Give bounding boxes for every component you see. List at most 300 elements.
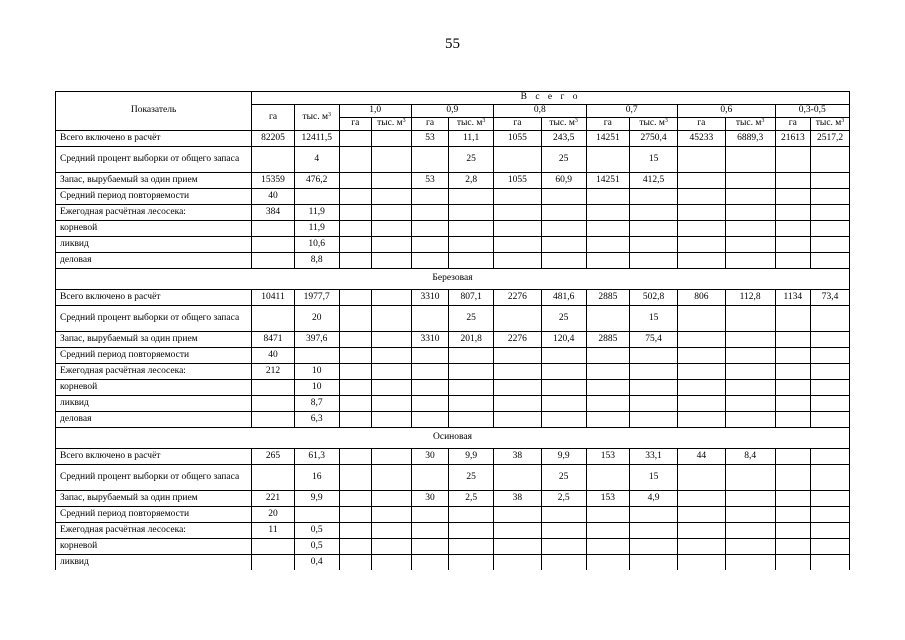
table-cell — [811, 465, 850, 491]
table-cell — [494, 348, 542, 364]
row-label: Средний процент выборки от общего запаса — [56, 306, 252, 332]
table-cell — [339, 189, 372, 205]
table-cell: 212 — [252, 364, 295, 380]
table-cell: 61,3 — [294, 449, 339, 465]
table-row — [56, 465, 850, 491]
table-cell — [725, 253, 775, 269]
table-cell — [677, 332, 725, 348]
table-cell — [494, 306, 542, 332]
table-cell: 25 — [541, 147, 586, 173]
table-cell — [252, 539, 295, 555]
table-row — [56, 539, 850, 555]
table-cell — [372, 221, 412, 237]
table-cell — [372, 449, 412, 465]
table-cell — [411, 348, 449, 364]
table-cell — [725, 173, 775, 189]
table-row — [56, 237, 850, 253]
table-cell — [339, 364, 372, 380]
table-cell — [725, 555, 775, 571]
table-cell: 265 — [252, 449, 295, 465]
table-cell: 25 — [541, 306, 586, 332]
table-cell: 15 — [630, 465, 678, 491]
table-cell — [494, 555, 542, 571]
table-row — [56, 205, 850, 221]
table-cell — [339, 555, 372, 571]
table-cell — [252, 555, 295, 571]
header-unit-thous-m3: тыс. $м^3$ — [630, 118, 678, 131]
table-cell: 53 — [411, 173, 449, 189]
table-row — [56, 253, 850, 269]
table-cell — [630, 221, 678, 237]
table-cell — [411, 221, 449, 237]
table-cell — [449, 348, 494, 364]
table-cell — [586, 507, 630, 523]
table-cell — [411, 465, 449, 491]
table-cell — [586, 465, 630, 491]
table-cell — [411, 555, 449, 571]
row-label: ликвид — [56, 396, 252, 412]
table-cell — [541, 539, 586, 555]
table-cell — [586, 412, 630, 428]
table-cell — [677, 491, 725, 507]
table-row — [56, 507, 850, 523]
table-cell — [411, 539, 449, 555]
table-cell — [775, 221, 811, 237]
table-cell — [630, 380, 678, 396]
table-cell — [372, 364, 412, 380]
table-cell — [372, 189, 412, 205]
table-cell — [586, 221, 630, 237]
table-cell: 2885 — [586, 332, 630, 348]
table-cell — [725, 205, 775, 221]
table-cell — [252, 147, 295, 173]
table-cell: 1055 — [494, 173, 542, 189]
table-cell — [775, 306, 811, 332]
table-cell — [339, 147, 372, 173]
table-cell: 38 — [494, 449, 542, 465]
table-cell: 12411,5 — [294, 131, 339, 147]
header-total: В с е г о — [252, 92, 850, 105]
table-cell — [725, 147, 775, 173]
table-row — [56, 491, 850, 507]
table-cell — [494, 253, 542, 269]
table-cell — [252, 306, 295, 332]
table-cell — [725, 491, 775, 507]
row-label: корневой — [56, 380, 252, 396]
table-cell — [339, 306, 372, 332]
table-cell — [775, 539, 811, 555]
table-cell — [775, 205, 811, 221]
row-label: ликвид — [56, 237, 252, 253]
table-cell — [725, 380, 775, 396]
table-cell — [811, 306, 850, 332]
table-cell — [339, 380, 372, 396]
row-label: Средний период повторяемости — [56, 348, 252, 364]
table-cell — [811, 173, 850, 189]
table-cell — [449, 237, 494, 253]
table-cell — [811, 412, 850, 428]
table-cell — [725, 539, 775, 555]
table-cell — [252, 380, 295, 396]
table-cell — [811, 364, 850, 380]
table-cell — [372, 237, 412, 253]
table-cell — [541, 380, 586, 396]
table-cell — [811, 380, 850, 396]
table-cell — [411, 253, 449, 269]
table-cell: 15 — [630, 147, 678, 173]
header-ha: га — [252, 105, 295, 131]
table-cell: 2885 — [586, 290, 630, 306]
table-cell — [677, 306, 725, 332]
table-cell: 53 — [411, 131, 449, 147]
table-cell: 44 — [677, 449, 725, 465]
table-row — [56, 147, 850, 173]
row-label: Средний период повторяемости — [56, 189, 252, 205]
table-cell — [294, 507, 339, 523]
table-cell: 2750,4 — [630, 131, 678, 147]
table-cell: 8,7 — [294, 396, 339, 412]
table-cell — [775, 555, 811, 571]
header-unit-ha: га — [339, 118, 372, 131]
table-cell — [449, 412, 494, 428]
row-label: Всего включено в расчёт — [56, 131, 252, 147]
table-cell — [725, 465, 775, 491]
table-cell — [725, 306, 775, 332]
table-cell — [541, 348, 586, 364]
table-cell: 14251 — [586, 131, 630, 147]
table-cell — [372, 539, 412, 555]
header-unit-thous-m3: тыс. $м^3$ — [725, 118, 775, 131]
table-cell — [677, 253, 725, 269]
table-cell — [339, 348, 372, 364]
table-cell — [586, 555, 630, 571]
table-cell — [252, 237, 295, 253]
page-number: 55 — [445, 36, 460, 52]
table-cell — [411, 189, 449, 205]
table-cell: 1055 — [494, 131, 542, 147]
table-cell — [372, 491, 412, 507]
row-label: Запас, вырубаемый за один прием — [56, 332, 252, 348]
table-cell — [630, 348, 678, 364]
table-cell: 25 — [541, 465, 586, 491]
table-cell — [677, 364, 725, 380]
table-cell — [677, 237, 725, 253]
table-row — [56, 380, 850, 396]
table-cell — [494, 539, 542, 555]
table-cell — [372, 306, 412, 332]
table-cell — [494, 523, 542, 539]
table-cell: 4,9 — [630, 491, 678, 507]
table-cell — [725, 221, 775, 237]
table-cell — [372, 332, 412, 348]
table-cell — [541, 555, 586, 571]
header-group: 0,9 — [411, 105, 493, 118]
table-cell — [494, 465, 542, 491]
table-row — [56, 306, 850, 332]
table-cell: 21613 — [775, 131, 811, 147]
table-cell: 502,8 — [630, 290, 678, 306]
table-cell — [339, 290, 372, 306]
table-cell — [811, 237, 850, 253]
table-cell — [372, 380, 412, 396]
table-cell — [494, 412, 542, 428]
table-row — [56, 412, 850, 428]
header-group: 0,6 — [677, 105, 775, 118]
table-cell — [677, 173, 725, 189]
table-cell — [372, 131, 412, 147]
table-cell — [449, 396, 494, 412]
table-cell — [811, 555, 850, 571]
table-cell: 25 — [449, 465, 494, 491]
table-cell — [630, 396, 678, 412]
table-cell — [775, 364, 811, 380]
table-cell: 20 — [294, 306, 339, 332]
table-cell — [494, 507, 542, 523]
table-cell — [775, 253, 811, 269]
table-row — [56, 396, 850, 412]
table-cell — [372, 507, 412, 523]
table-row — [56, 221, 850, 237]
table-cell — [725, 523, 775, 539]
table-cell — [725, 507, 775, 523]
table-cell: 10 — [294, 364, 339, 380]
table-cell: 481,6 — [541, 290, 586, 306]
table-cell — [811, 205, 850, 221]
table-cell: 40 — [252, 189, 295, 205]
table-cell: 8,8 — [294, 253, 339, 269]
table-cell — [541, 237, 586, 253]
table-cell — [775, 523, 811, 539]
table-cell — [541, 205, 586, 221]
table-cell: 806 — [677, 290, 725, 306]
table-cell — [677, 147, 725, 173]
table-cell — [677, 348, 725, 364]
table-cell — [494, 364, 542, 380]
table-cell — [494, 205, 542, 221]
table-cell — [811, 147, 850, 173]
header-group: 0,3-0,5 — [775, 105, 849, 118]
table-cell — [725, 348, 775, 364]
table-cell — [449, 221, 494, 237]
table-cell — [725, 364, 775, 380]
table-cell — [811, 253, 850, 269]
table-cell — [677, 396, 725, 412]
table-row — [56, 189, 850, 205]
table-cell — [586, 396, 630, 412]
table-cell: 10,6 — [294, 237, 339, 253]
table-cell: 11 — [252, 523, 295, 539]
table-cell — [586, 306, 630, 332]
table-cell: 412,5 — [630, 173, 678, 189]
table-cell — [586, 348, 630, 364]
header-unit-ha: га — [775, 118, 811, 131]
table-cell — [775, 237, 811, 253]
table-cell — [586, 205, 630, 221]
table-cell — [372, 173, 412, 189]
table-cell — [339, 173, 372, 189]
table-cell: 476,2 — [294, 173, 339, 189]
table-cell — [449, 364, 494, 380]
table-cell — [294, 348, 339, 364]
table-cell — [252, 396, 295, 412]
table-row — [56, 449, 850, 465]
table-cell — [586, 237, 630, 253]
header-unit-thous-m3: тыс. $м^3$ — [541, 118, 586, 131]
table-cell: 11,9 — [294, 205, 339, 221]
table-cell: 2,5 — [449, 491, 494, 507]
row-label: ликвид — [56, 555, 252, 571]
table-cell — [725, 396, 775, 412]
table-cell: 397,6 — [294, 332, 339, 348]
table-cell — [725, 332, 775, 348]
row-label: Запас, вырубаемый за один прием — [56, 491, 252, 507]
table-cell: 0,5 — [294, 539, 339, 555]
table-cell: 2,8 — [449, 173, 494, 189]
table-cell: 112,8 — [725, 290, 775, 306]
table-cell: 33,1 — [630, 449, 678, 465]
table-cell — [677, 465, 725, 491]
row-label: корневой — [56, 221, 252, 237]
table-cell: 0,4 — [294, 555, 339, 571]
table-cell — [449, 253, 494, 269]
table-cell — [677, 507, 725, 523]
table-cell — [811, 507, 850, 523]
table-cell: 153 — [586, 449, 630, 465]
table-cell — [372, 555, 412, 571]
table-cell — [372, 465, 412, 491]
table-cell — [775, 173, 811, 189]
table-cell — [372, 412, 412, 428]
row-label: Средний процент выборки от общего запаса — [56, 465, 252, 491]
table-cell — [677, 205, 725, 221]
table-cell: 6889,3 — [725, 131, 775, 147]
table-cell: 1134 — [775, 290, 811, 306]
table-cell: 11,1 — [449, 131, 494, 147]
table-cell — [630, 189, 678, 205]
table-cell — [775, 491, 811, 507]
table-cell: 20 — [252, 507, 295, 523]
table-cell — [630, 205, 678, 221]
table-cell — [339, 253, 372, 269]
table-cell — [411, 147, 449, 173]
table-cell: 25 — [449, 147, 494, 173]
table-cell: 2,5 — [541, 491, 586, 507]
table-cell: 14251 — [586, 173, 630, 189]
table-cell: 221 — [252, 491, 295, 507]
table-cell: 30 — [411, 491, 449, 507]
header-unit-ha: га — [494, 118, 542, 131]
table-cell — [339, 539, 372, 555]
table-cell — [775, 412, 811, 428]
table-cell — [372, 290, 412, 306]
header-indicator: Показатель — [56, 92, 252, 131]
table-cell: 10411 — [252, 290, 295, 306]
table-cell — [339, 205, 372, 221]
table-cell — [372, 396, 412, 412]
row-label: деловая — [56, 412, 252, 428]
table-cell — [372, 253, 412, 269]
row-label: Средний период повторяемости — [56, 507, 252, 523]
table-cell — [541, 412, 586, 428]
table-cell: 11,9 — [294, 221, 339, 237]
header-unit-ha: га — [411, 118, 449, 131]
table-cell — [586, 380, 630, 396]
row-label: Ежегодная расчётная лесосека: — [56, 523, 252, 539]
table-cell: 0,5 — [294, 523, 339, 539]
header-group: 1,0 — [339, 105, 411, 118]
table-cell: 25 — [449, 306, 494, 332]
table-row — [56, 290, 850, 306]
table-cell: 16 — [294, 465, 339, 491]
table-cell — [677, 539, 725, 555]
table-cell — [811, 539, 850, 555]
table-cell — [541, 507, 586, 523]
table-cell — [339, 412, 372, 428]
table-cell — [449, 523, 494, 539]
table-cell — [494, 221, 542, 237]
table-cell: 201,8 — [449, 332, 494, 348]
table-cell: 807,1 — [449, 290, 494, 306]
table-cell — [294, 189, 339, 205]
table-cell: 3310 — [411, 332, 449, 348]
row-label: Ежегодная расчётная лесосека: — [56, 205, 252, 221]
table-cell — [811, 449, 850, 465]
table-cell — [725, 412, 775, 428]
table-cell — [494, 189, 542, 205]
table-cell: 45233 — [677, 131, 725, 147]
table-cell: 82205 — [252, 131, 295, 147]
table-cell: 60,9 — [541, 173, 586, 189]
table-row — [56, 348, 850, 364]
row-label: Запас, вырубаемый за один прием — [56, 173, 252, 189]
table-cell — [811, 189, 850, 205]
table-cell: 153 — [586, 491, 630, 507]
table-cell — [586, 147, 630, 173]
table-cell: 30 — [411, 449, 449, 465]
table-cell — [339, 507, 372, 523]
table-cell: 75,4 — [630, 332, 678, 348]
table-cell — [339, 523, 372, 539]
table-cell — [411, 306, 449, 332]
table-cell: 38 — [494, 491, 542, 507]
row-label: деловая — [56, 253, 252, 269]
table-cell — [677, 523, 725, 539]
table-cell — [449, 507, 494, 523]
table-cell: 6,3 — [294, 412, 339, 428]
table-cell — [411, 364, 449, 380]
table-cell — [449, 380, 494, 396]
table-cell — [775, 348, 811, 364]
section-title: Березовая — [56, 269, 850, 290]
header-group: 0,7 — [586, 105, 677, 118]
cutting-table — [55, 91, 850, 570]
table-cell — [372, 147, 412, 173]
header-unit-ha: га — [677, 118, 725, 131]
table-cell — [586, 189, 630, 205]
table-cell — [811, 221, 850, 237]
table-cell — [449, 189, 494, 205]
table-cell — [372, 523, 412, 539]
table-cell — [677, 412, 725, 428]
table-cell — [811, 523, 850, 539]
table-cell — [775, 449, 811, 465]
table-cell — [677, 555, 725, 571]
table-cell: 4 — [294, 147, 339, 173]
table-cell: 10 — [294, 380, 339, 396]
table-cell: 1977,7 — [294, 290, 339, 306]
table-cell — [630, 364, 678, 380]
table-cell — [339, 332, 372, 348]
